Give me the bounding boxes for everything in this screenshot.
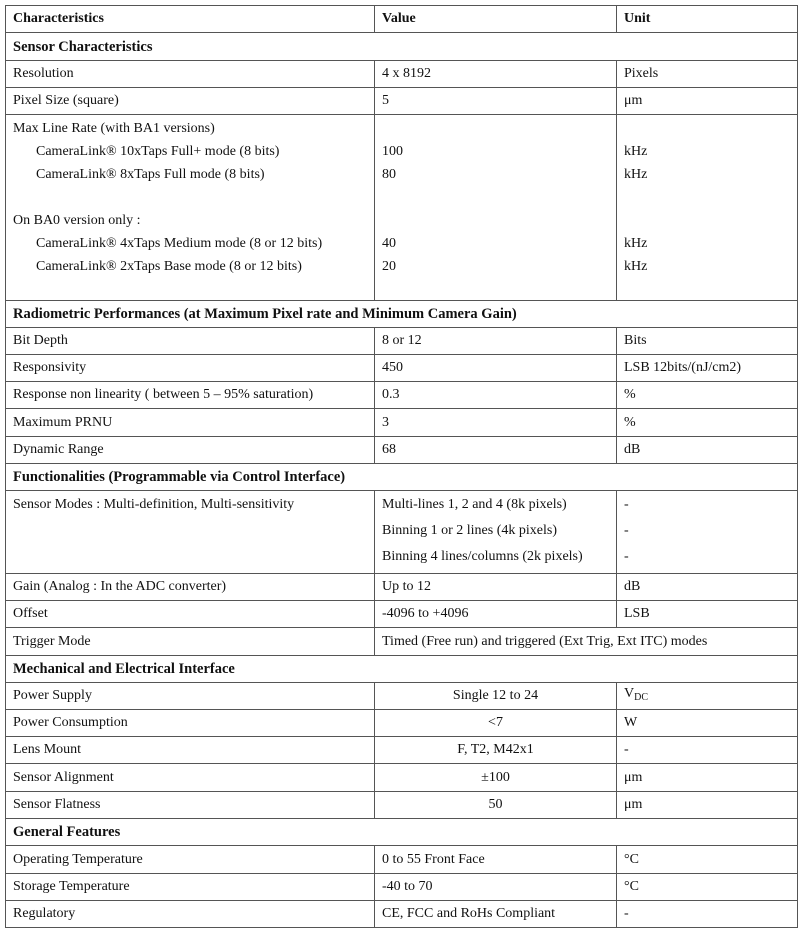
table-row — [6, 628, 798, 656]
row-value: 50 — [375, 792, 617, 819]
header-row — [6, 6, 798, 33]
row-label: Sensor Flatness — [6, 792, 375, 819]
spec-table — [5, 5, 798, 928]
table-row — [6, 710, 798, 737]
section-title: Sensor Characteristics — [6, 33, 798, 61]
row-value — [375, 491, 617, 574]
row-label: Lens Mount — [6, 737, 375, 764]
row-label: Trigger Mode — [6, 628, 375, 656]
row-unit: μm — [617, 792, 798, 819]
table-row — [6, 792, 798, 819]
row-value: -4096 to +4096 — [375, 601, 617, 628]
row-unit: - — [617, 901, 798, 928]
table-row — [6, 683, 798, 710]
section-title: Radiometric Performances (at Maximum Pixel rate and Minimum Camera Gain) — [6, 301, 798, 328]
line-rate-full-label: CameraLink® 8xTaps Full mode (8 bits) — [36, 167, 265, 182]
section-row — [6, 301, 798, 328]
table-row — [6, 737, 798, 764]
row-label: Gain (Analog : In the ADC converter) — [6, 574, 375, 601]
row-unit: μm — [617, 764, 798, 792]
row-unit: W — [617, 710, 798, 737]
row-label: Regulatory — [6, 901, 375, 928]
row-unit — [617, 491, 798, 574]
table-row — [6, 574, 798, 601]
row-label: Pixel Size (square) — [6, 88, 375, 115]
row-value: Single 12 to 24 — [375, 683, 617, 710]
row-value: Timed (Free run) and triggered (Ext Trig, Ext ITC) modes — [375, 628, 798, 656]
row-value: 68 — [375, 437, 617, 464]
table-row — [6, 846, 798, 874]
row-value — [375, 115, 617, 301]
section-row — [6, 819, 798, 846]
line-rate-base-label: CameraLink® 2xTaps Base mode (8 or 12 bits) — [36, 259, 302, 274]
line-rate-base-value: 20 — [382, 259, 396, 274]
row-label: Storage Temperature — [6, 874, 375, 901]
section-title: Functionalities (Programmable via Control Interface) — [6, 464, 798, 491]
row-unit: Pixels — [617, 61, 798, 88]
row-value: 0.3 — [375, 382, 617, 409]
line-rate-full-unit: kHz — [624, 167, 648, 182]
section-row — [6, 464, 798, 491]
row-label: Responsivity — [6, 355, 375, 382]
row-value: 0 to 55 Front Face — [375, 846, 617, 874]
sensor-mode-value-1: Multi-lines 1, 2 and 4 (8k pixels) — [382, 497, 567, 512]
row-unit: °C — [617, 874, 798, 901]
row-label: Response non linearity ( between 5 – 95% saturation) — [6, 382, 375, 409]
row-unit: % — [617, 382, 798, 409]
sensor-mode-value-2: Binning 1 or 2 lines (4k pixels) — [382, 523, 557, 538]
row-label: Operating Temperature — [6, 846, 375, 874]
line-rate-medium-unit: kHz — [624, 236, 648, 251]
table-row — [6, 491, 798, 574]
line-rate-medium-value: 40 — [382, 236, 396, 251]
row-label: Offset — [6, 601, 375, 628]
line-rate-full-plus-value: 100 — [382, 144, 403, 159]
row-label — [6, 115, 375, 301]
row-value: 450 — [375, 355, 617, 382]
row-value: 8 or 12 — [375, 328, 617, 355]
row-value: -40 to 70 — [375, 874, 617, 901]
section-title: Mechanical and Electrical Interface — [6, 656, 798, 683]
line-rate-medium-label: CameraLink® 4xTaps Medium mode (8 or 12 bits) — [36, 236, 323, 251]
unit-main: V — [624, 686, 635, 701]
header-unit: Unit — [617, 6, 798, 33]
line-rate-label: Max Line Rate (with BA1 versions) — [13, 121, 215, 136]
sensor-mode-unit-2: - — [624, 523, 629, 538]
row-label: Sensor Alignment — [6, 764, 375, 792]
row-unit: dB — [617, 574, 798, 601]
section-title: General Features — [6, 819, 798, 846]
table-row — [6, 437, 798, 464]
row-label: Resolution — [6, 61, 375, 88]
table-row — [6, 901, 798, 928]
row-value: CE, FCC and RoHs Compliant — [375, 901, 617, 928]
table-row — [6, 409, 798, 437]
header-value: Value — [375, 6, 617, 33]
row-unit: LSB — [617, 601, 798, 628]
row-value: 3 — [375, 409, 617, 437]
section-row — [6, 656, 798, 683]
row-label: Maximum PRNU — [6, 409, 375, 437]
table-row — [6, 382, 798, 409]
row-unit: LSB 12bits/(nJ/cm2) — [617, 355, 798, 382]
row-unit: - — [617, 737, 798, 764]
row-unit: μm — [617, 88, 798, 115]
header-characteristics: Characteristics — [6, 6, 375, 33]
row-unit: °C — [617, 846, 798, 874]
ba0-label: On BA0 version only : — [13, 213, 141, 228]
row-unit: Bits — [617, 328, 798, 355]
line-rate-full-plus-label: CameraLink® 10xTaps Full+ mode (8 bits) — [36, 144, 280, 159]
row-unit: dB — [617, 437, 798, 464]
row-label: Dynamic Range — [6, 437, 375, 464]
row-value: ±100 — [375, 764, 617, 792]
row-unit — [617, 115, 798, 301]
row-value: 5 — [375, 88, 617, 115]
table-row — [6, 115, 798, 301]
unit-subscript: DC — [634, 692, 649, 703]
row-label — [6, 491, 375, 574]
sensor-mode-unit-3: - — [624, 549, 629, 564]
section-row — [6, 33, 798, 61]
row-value: F, T2, M42x1 — [375, 737, 617, 764]
table-row — [6, 61, 798, 88]
sensor-mode-unit-1: - — [624, 497, 629, 512]
table-row — [6, 601, 798, 628]
sensor-mode-value-3: Binning 4 lines/columns (2k pixels) — [382, 549, 583, 564]
row-value: <7 — [375, 710, 617, 737]
row-label: Power Consumption — [6, 710, 375, 737]
row-unit — [617, 683, 798, 710]
row-value: 4 x 8192 — [375, 61, 617, 88]
row-value: Up to 12 — [375, 574, 617, 601]
table-row — [6, 764, 798, 792]
row-label: Power Supply — [6, 683, 375, 710]
line-rate-base-unit: kHz — [624, 259, 648, 274]
table-row — [6, 88, 798, 115]
line-rate-full-value: 80 — [382, 167, 396, 182]
table-row — [6, 355, 798, 382]
table-row — [6, 874, 798, 901]
row-unit: % — [617, 409, 798, 437]
table-row — [6, 328, 798, 355]
line-rate-full-plus-unit: kHz — [624, 144, 648, 159]
row-label: Bit Depth — [6, 328, 375, 355]
sensor-modes-label: Sensor Modes : Multi-definition, Multi-sensitivity — [13, 497, 295, 512]
